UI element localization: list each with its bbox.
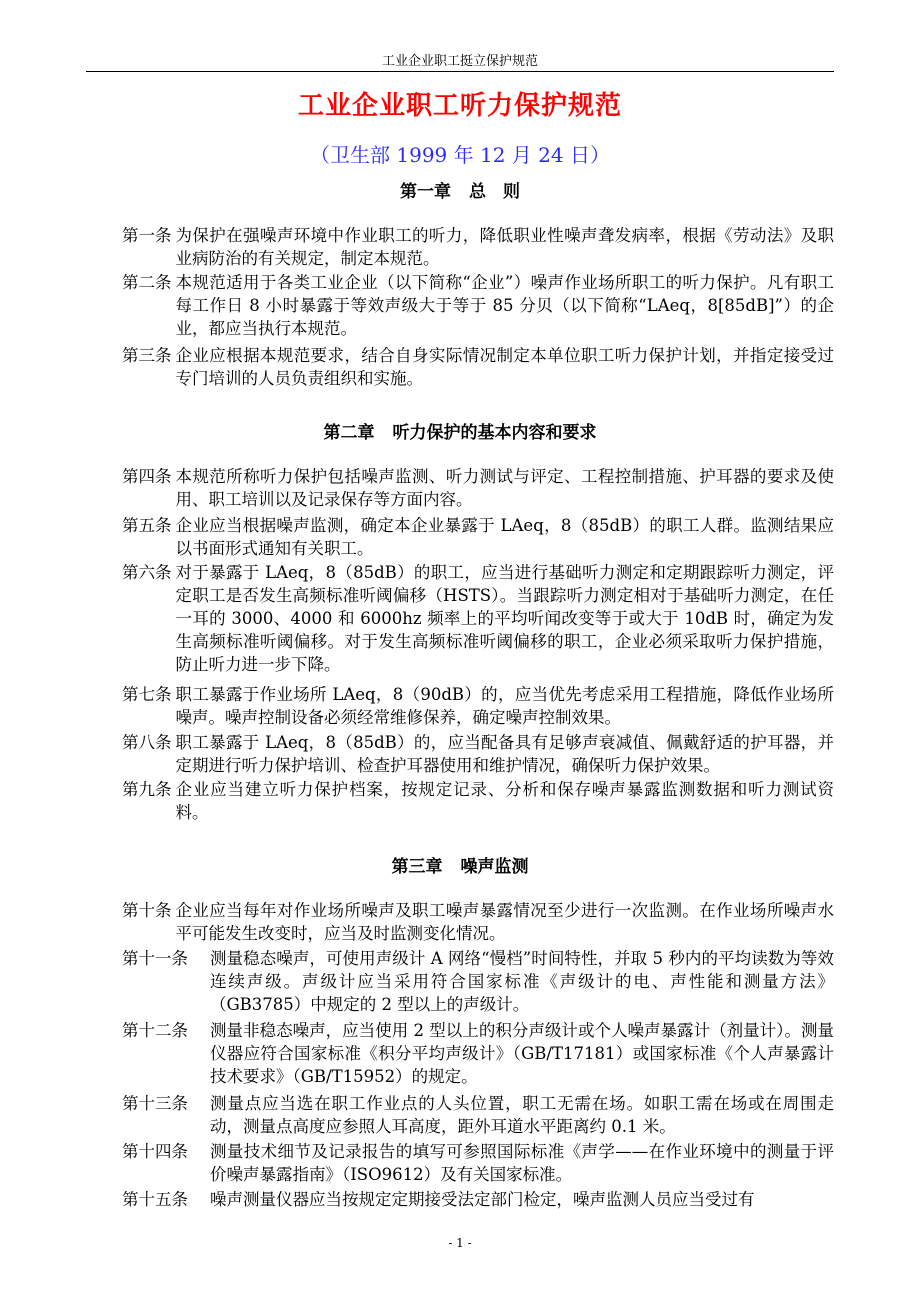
chapter-label: 第一章 — [400, 182, 451, 202]
article-text: 本规范适用于各类工业企业（以下简称“企业”）噪声作业场所职工的听力保护。凡有职工每工作日 8 小时暴露于等效声级大于等于 85 分贝（以下简称“LAeq，8[85dB]”）的企业，都应当执行本规范。 — [175, 273, 834, 338]
article-1 — [122, 224, 834, 270]
article-text: 对于暴露于 LAeq，8（85dB）的职工，应当进行基础听力测定和定期跟踪听力测定，评定职工是否发生高频标准听阈偏移（HSTS）。当跟踪听力测定相对于基础听力测定，在任一耳的 3000、4000 和 6000hz 频率上的平均听闻改变等于或大于 10dB 时，确定为发生高频标准听阈偏移。对于发生高频标准听阈偏移的职工，企业必须采取听力保护措施，防止听力进一步下降。 — [175, 563, 834, 674]
article-3 — [122, 344, 834, 390]
document-subtitle: （卫生部 1999 年 12 月 24 日） — [310, 143, 610, 167]
running-header: 工业企业职工挺立保护规范 — [381, 54, 538, 69]
article-number: 第八条 — [122, 733, 172, 752]
article-text: 企业应当建立听力保护档案，按规定记录、分析和保存噪声暴露监测数据和听力测试资料。 — [175, 780, 834, 822]
article-text: 企业应根据本规范要求，结合自身实际情况制定本单位职工听力保护计划，并指定接受过专门培训的人员负责组织和实施。 — [175, 346, 834, 388]
article-15 — [122, 1188, 834, 1211]
article-number: 第十四条 — [122, 1142, 188, 1161]
article-text: 测量非稳态噪声，应当使用 2 型以上的积分声级计或个人噪声暴露计（剂量计）。测量仪器应符合国家标准《积分平均声级计》（GB/T17181）或国家标准《个人声暴露计技术要求》（GB/T15952）的规定。 — [210, 1021, 834, 1086]
chapter-label: 第二章 — [323, 423, 375, 443]
article-number: 第六条 — [122, 563, 172, 582]
article-number: 第十三条 — [122, 1094, 188, 1113]
article-text: 企业应当每年对作业场所噪声及职工噪声暴露情况至少进行一次监测。在作业场所噪声水平可能发生改变时，应当及时监测变化情况。 — [175, 901, 834, 943]
chapter-3-heading — [0, 852, 920, 877]
article-5 — [122, 514, 834, 560]
article-text: 测量技术细节及记录报告的填写可参照国际标准《声学——在作业环境中的测量于评价噪声暴露指南》（ISO9612）及有关国家标准。 — [210, 1142, 834, 1184]
chapter-1-heading — [0, 177, 920, 202]
article-text: 噪声测量仪器应当按规定定期接受法定部门检定，噪声监测人员应当受过有 — [210, 1190, 755, 1209]
article-text: 测量点应当选在职工作业点的人头位置，职工无需在场。如职工需在场或在周围走动，测量点高度应参照人耳高度，距外耳道水平距离约 0.1 米。 — [210, 1094, 834, 1136]
chapter-2-heading — [0, 418, 920, 443]
article-9 — [122, 778, 834, 824]
article-13 — [122, 1092, 834, 1138]
article-number: 第九条 — [122, 780, 172, 799]
chapter-name: 噪声监测 — [460, 857, 529, 877]
article-8 — [122, 731, 834, 777]
article-text: 职工暴露于 LAeq，8（85dB）的，应当配备具有足够声衰减值、佩戴舒适的护耳器，并定期进行听力保护培训、检查护耳器使用和维护情况，确保听力保护效果。 — [175, 733, 834, 775]
article-6 — [122, 561, 834, 676]
article-2 — [122, 271, 834, 340]
article-number: 第四条 — [122, 467, 172, 486]
chapter-name: 总 则 — [469, 182, 520, 202]
article-4 — [122, 465, 834, 511]
article-number: 第三条 — [122, 346, 172, 365]
article-text: 测量稳态噪声，可使用声级计 A 网络“慢档”时间特性，并取 5 秒内的平均读数为等效连续声级。声级计应当采用符合国家标准《声级计的电、声性能和测量方法》（GB3785）中规定的 2 型以上的声级计。 — [210, 949, 834, 1014]
article-14 — [122, 1140, 834, 1186]
article-7 — [122, 683, 834, 729]
article-number: 第十五条 — [122, 1190, 188, 1209]
article-text: 企业应当根据噪声监测，确定本企业暴露于 LAeq，8（85dB）的职工人群。监测结果应以书面形式通知有关职工。 — [175, 516, 834, 558]
article-number: 第十条 — [122, 901, 172, 920]
article-number: 第一条 — [122, 226, 172, 245]
article-number: 第十二条 — [122, 1021, 188, 1040]
page-number: - 1 - — [448, 1236, 472, 1250]
article-text: 职工暴露于作业场所 LAeq，8（90dB）的，应当优先考虑采用工程措施，降低作业场所噪声。噪声控制设备必须经常维修保养，确定噪声控制效果。 — [175, 685, 834, 727]
article-11 — [122, 947, 834, 1016]
article-number: 第五条 — [122, 516, 172, 535]
chapter-name: 听力保护的基本内容和要求 — [392, 423, 597, 443]
article-text: 为保护在强噪声环境中作业职工的听力，降低职业性噪声聋发病率，根据《劳动法》及职业病防治的有关规定，制定本规范。 — [175, 226, 834, 268]
article-12 — [122, 1019, 834, 1088]
document-title: 工业企业职工听力保护规范 — [297, 91, 622, 121]
article-number: 第七条 — [122, 685, 172, 704]
article-number: 第十一条 — [122, 949, 188, 968]
article-number: 第二条 — [122, 273, 172, 292]
article-text: 本规范所称听力保护包括噪声监测、听力测试与评定、工程控制措施、护耳器的要求及使用、职工培训以及记录保存等方面内容。 — [175, 467, 834, 509]
article-10 — [122, 899, 834, 945]
chapter-label: 第三章 — [391, 857, 443, 877]
header-rule — [86, 71, 834, 72]
